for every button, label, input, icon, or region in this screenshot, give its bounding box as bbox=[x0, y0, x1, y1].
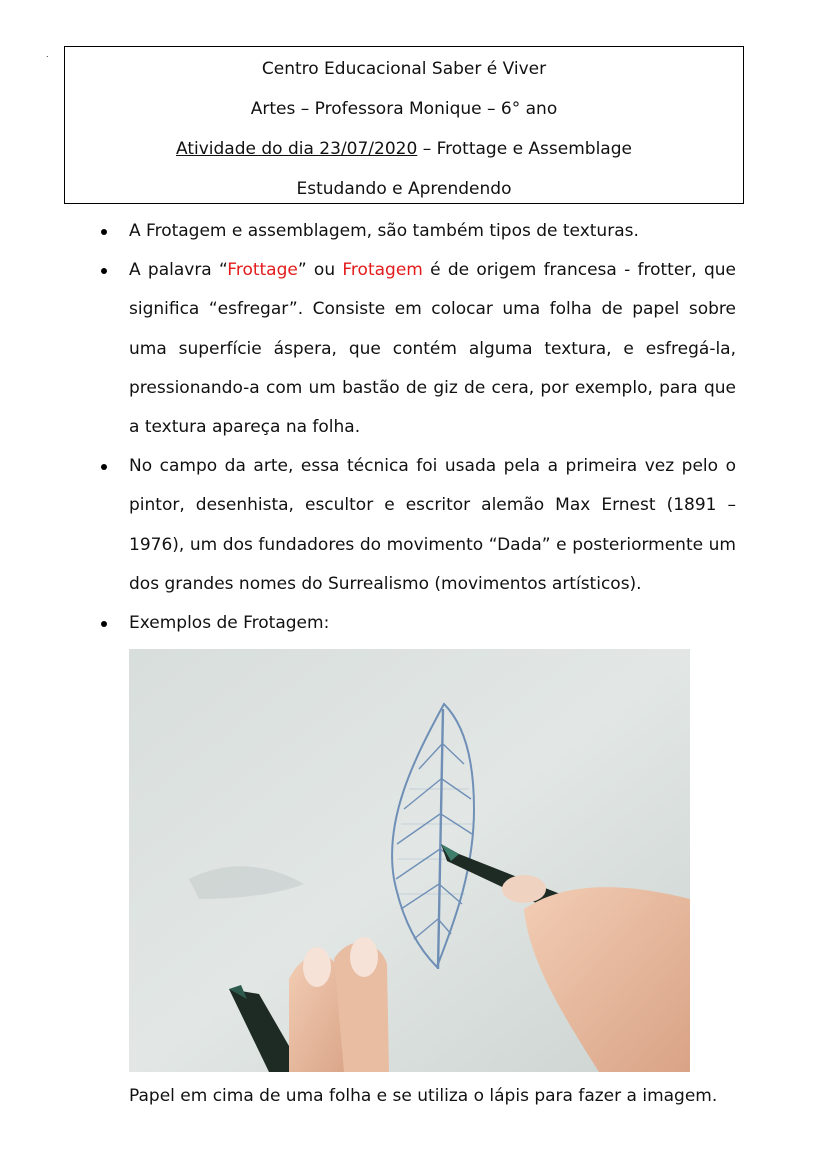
text-span: é de origem francesa - frotter, que significa “esfregar”. Consiste em colocar uma folha de papel sobre uma superfície áspera, que contém alguma textura, e esfregá-la, pressionando-a com um bastão de giz de cera, por exemplo, para que a textura apareça na folha. bbox=[129, 260, 736, 438]
bullet-icon bbox=[101, 268, 107, 274]
activity-date: Atividade do dia 23/07/2020 bbox=[176, 139, 418, 159]
photo-caption: Papel em cima de uma folha e se utiliza o lápis para fazer a imagem. bbox=[129, 1086, 718, 1106]
bullet-icon bbox=[101, 621, 107, 627]
bullet-max-ernst: No campo da arte, essa técnica foi usada pela a primeira vez pelo o pintor, desenhista, escultor e escritor alemão Max Ernest (1891 – 1976), um dos fundadores do movimento “Dada” e posteriormente um dos grandes nomes do Surrealismo (movimentos artísticos). bbox=[129, 456, 736, 594]
school-name: Centro Educacional Saber é Viver bbox=[261, 59, 547, 79]
highlight-frottage: Frottage bbox=[227, 260, 298, 280]
stray-dot: . bbox=[46, 50, 49, 59]
bullet-textures: A Frotagem e assemblagem, são também tipos de texturas. bbox=[129, 221, 639, 241]
bullet-icon bbox=[101, 464, 107, 470]
activity-title: – Frottage e Assemblage bbox=[417, 139, 632, 159]
bullet-icon bbox=[101, 229, 107, 235]
frottage-example-photo bbox=[129, 649, 690, 1072]
bullet-frottage-definition bbox=[129, 251, 736, 447]
motto-line: Estudando e Aprendendo bbox=[296, 179, 512, 199]
activity-line bbox=[65, 139, 743, 159]
header-box bbox=[64, 46, 744, 204]
highlight-frotagem: Frotagem bbox=[342, 260, 423, 280]
text-span: A palavra “ bbox=[129, 260, 228, 280]
text-span: ” ou bbox=[297, 260, 343, 280]
subject-line: Artes – Professora Monique – 6° ano bbox=[250, 99, 558, 119]
bullet-examples: Exemplos de Frotagem: bbox=[129, 613, 330, 633]
